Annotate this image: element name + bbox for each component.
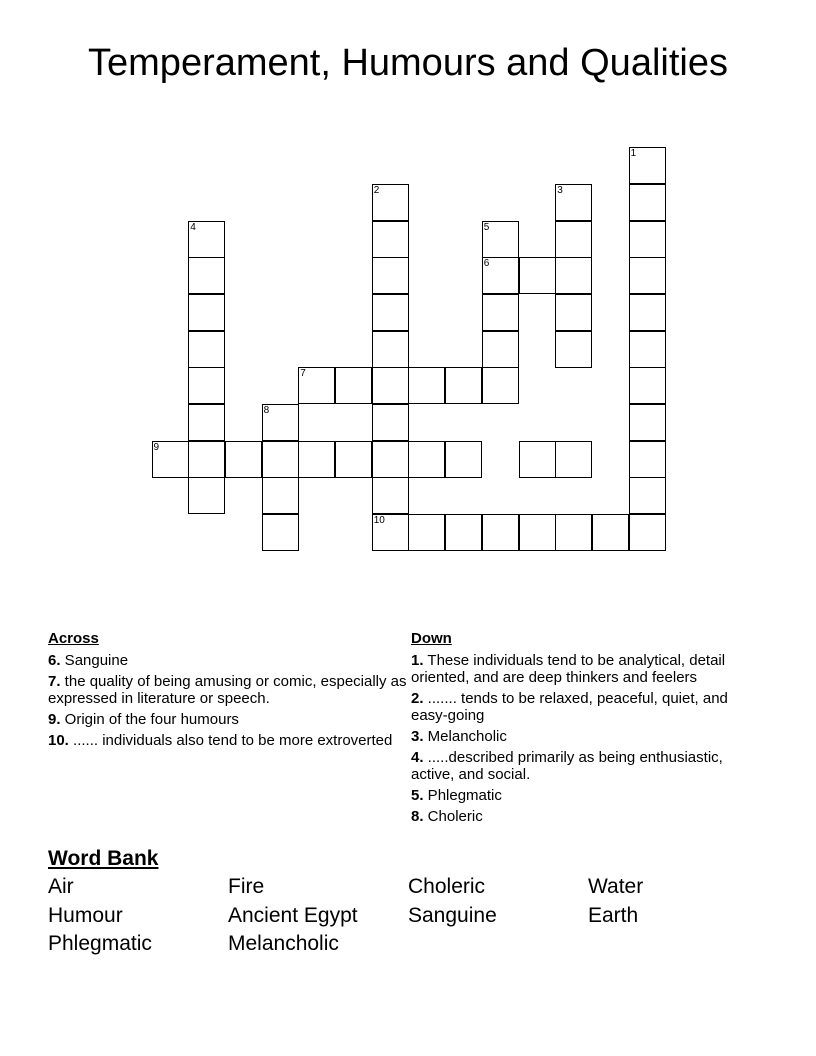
word-bank-item: Earth	[588, 903, 639, 927]
down-heading: Down	[411, 630, 452, 647]
crossword-cell[interactable]	[482, 514, 519, 551]
crossword-cell[interactable]	[629, 147, 666, 184]
crossword-cell[interactable]	[372, 404, 409, 441]
crossword-cell[interactable]	[262, 477, 299, 514]
crossword-cell[interactable]	[482, 367, 519, 404]
crossword-cell[interactable]	[482, 294, 519, 331]
crossword-cell[interactable]	[629, 477, 666, 514]
crossword-cell[interactable]	[519, 257, 556, 294]
crossword-cell[interactable]	[629, 404, 666, 441]
crossword-cell[interactable]	[372, 367, 409, 404]
clue-number: 10	[373, 515, 385, 527]
crossword-cell[interactable]	[519, 441, 556, 478]
clue-number: 7	[300, 368, 306, 380]
crossword-cell[interactable]	[555, 257, 592, 294]
word-bank-heading: Word Bank	[48, 847, 159, 870]
crossword-cell[interactable]	[152, 441, 189, 478]
word-bank-item: Humour	[48, 903, 123, 927]
crossword-cell[interactable]	[262, 441, 299, 478]
clue-number: 5.	[411, 787, 424, 804]
clue-text: Choleric	[423, 808, 483, 825]
word-bank-item: Choleric	[408, 875, 486, 898]
crossword-cell[interactable]	[372, 221, 409, 258]
crossword-cell[interactable]	[629, 257, 666, 294]
across-clue	[48, 673, 408, 707]
crossword-cell[interactable]	[188, 367, 225, 404]
across-clue	[48, 652, 408, 669]
crossword-cell[interactable]	[372, 441, 409, 478]
crossword-cell[interactable]	[188, 331, 225, 368]
crossword-cell[interactable]	[408, 367, 445, 404]
crossword-cell[interactable]	[298, 441, 335, 478]
down-clue	[411, 808, 751, 825]
clue-number: 2	[373, 184, 380, 196]
word-bank	[48, 846, 768, 959]
clue-text: Origin of the four humours	[60, 711, 239, 728]
clue-text: Sanguine	[60, 652, 129, 669]
down-clue	[411, 787, 751, 804]
crossword-cell[interactable]	[445, 367, 482, 404]
crossword-cell[interactable]	[555, 294, 592, 331]
crossword-cell[interactable]	[298, 367, 335, 404]
crossword-cell[interactable]	[262, 514, 299, 551]
down-clue	[411, 728, 751, 745]
crossword-cell[interactable]	[482, 331, 519, 368]
crossword-cell[interactable]	[372, 477, 409, 514]
crossword-cell[interactable]	[629, 367, 666, 404]
clue-text: These individuals tend to be analytical, detail oriented, and are deep thinkers and feelers	[411, 652, 726, 686]
clue-number: 8.	[411, 808, 424, 825]
word-bank-item: Air	[48, 875, 74, 898]
across-clues	[48, 630, 408, 753]
word-bank-item: Sanguine	[408, 903, 497, 927]
crossword-cell[interactable]	[335, 441, 372, 478]
down-clue	[411, 652, 751, 686]
clue-text: ...... individuals also tend to be more extroverted	[68, 732, 393, 749]
word-bank-item: Fire	[228, 875, 265, 898]
across-clue	[48, 711, 408, 728]
clue-number: 3	[557, 184, 563, 196]
clue-text: Phlegmatic	[423, 787, 502, 804]
clue-text: ....... tends to be relaxed, peaceful, quiet, and easy-going	[411, 690, 728, 724]
crossword-cell[interactable]	[519, 514, 556, 551]
crossword-cell[interactable]	[408, 441, 445, 478]
crossword-cell[interactable]	[372, 294, 409, 331]
crossword-cell[interactable]	[629, 294, 666, 331]
word-bank-item: Ancient Egypt	[228, 903, 358, 927]
down-clues	[411, 630, 751, 829]
word-bank-item: Phlegmatic	[48, 932, 152, 955]
clue-text: .....described primarily as being enthusiastic, active, and social.	[411, 749, 723, 783]
down-clue	[411, 690, 751, 724]
clue-number: 10.	[48, 732, 69, 749]
crossword-cell[interactable]	[629, 221, 666, 258]
crossword-cell[interactable]	[555, 221, 592, 258]
crossword-cell[interactable]	[592, 514, 629, 551]
crossword-cell[interactable]	[188, 441, 225, 478]
clue-number: 1	[630, 148, 637, 160]
clue-number: 6	[483, 258, 490, 270]
across-heading: Across	[48, 630, 99, 647]
clue-number: 2.	[411, 690, 424, 707]
crossword-cell[interactable]	[629, 331, 666, 368]
word-bank-item: Water	[588, 875, 644, 898]
clue-number: 9.	[48, 711, 61, 728]
crossword-cell[interactable]	[188, 404, 225, 441]
crossword-cell[interactable]	[188, 221, 225, 258]
crossword-cell[interactable]	[188, 477, 225, 514]
crossword-cell[interactable]	[335, 367, 372, 404]
crossword-cell[interactable]	[262, 404, 299, 441]
crossword-cell[interactable]	[629, 514, 666, 551]
crossword-cell[interactable]	[629, 441, 666, 478]
crossword-cell[interactable]	[555, 441, 592, 478]
clue-number: 6.	[48, 652, 61, 669]
crossword-cell[interactable]	[445, 441, 482, 478]
clue-number: 5	[483, 221, 490, 233]
crossword-cell[interactable]	[372, 257, 409, 294]
crossword-cell[interactable]	[225, 441, 262, 478]
clue-number: 7.	[48, 673, 61, 690]
crossword-cell[interactable]	[629, 184, 666, 221]
crossword-cell[interactable]	[372, 514, 409, 551]
crossword-cell[interactable]	[188, 257, 225, 294]
down-clue	[411, 749, 751, 783]
crossword-cell[interactable]	[482, 221, 519, 258]
crossword-cell[interactable]	[555, 184, 592, 221]
clue-text: Melancholic	[423, 728, 507, 745]
clue-number: 4	[190, 221, 196, 233]
crossword-cell[interactable]	[372, 184, 409, 221]
clue-text: the quality of being amusing or comic, especially as expressed in literature or speech.	[48, 673, 407, 707]
crossword-cell[interactable]	[408, 514, 445, 551]
clue-number: 3.	[411, 728, 424, 745]
crossword-cell[interactable]	[482, 257, 519, 294]
crossword-cell[interactable]	[372, 331, 409, 368]
crossword-cell[interactable]	[445, 514, 482, 551]
clue-number: 1.	[411, 652, 424, 669]
clue-number: 8	[263, 405, 270, 416]
clue-number: 9	[153, 441, 160, 453]
crossword-cell[interactable]	[555, 514, 592, 551]
crossword-cell[interactable]	[188, 294, 225, 331]
clue-number: 4.	[411, 749, 424, 766]
word-bank-item: Melancholic	[228, 932, 339, 955]
page-title: Temperament, Humours and Qualities	[88, 42, 728, 84]
crossword-cell[interactable]	[555, 331, 592, 368]
across-clue	[48, 732, 408, 749]
